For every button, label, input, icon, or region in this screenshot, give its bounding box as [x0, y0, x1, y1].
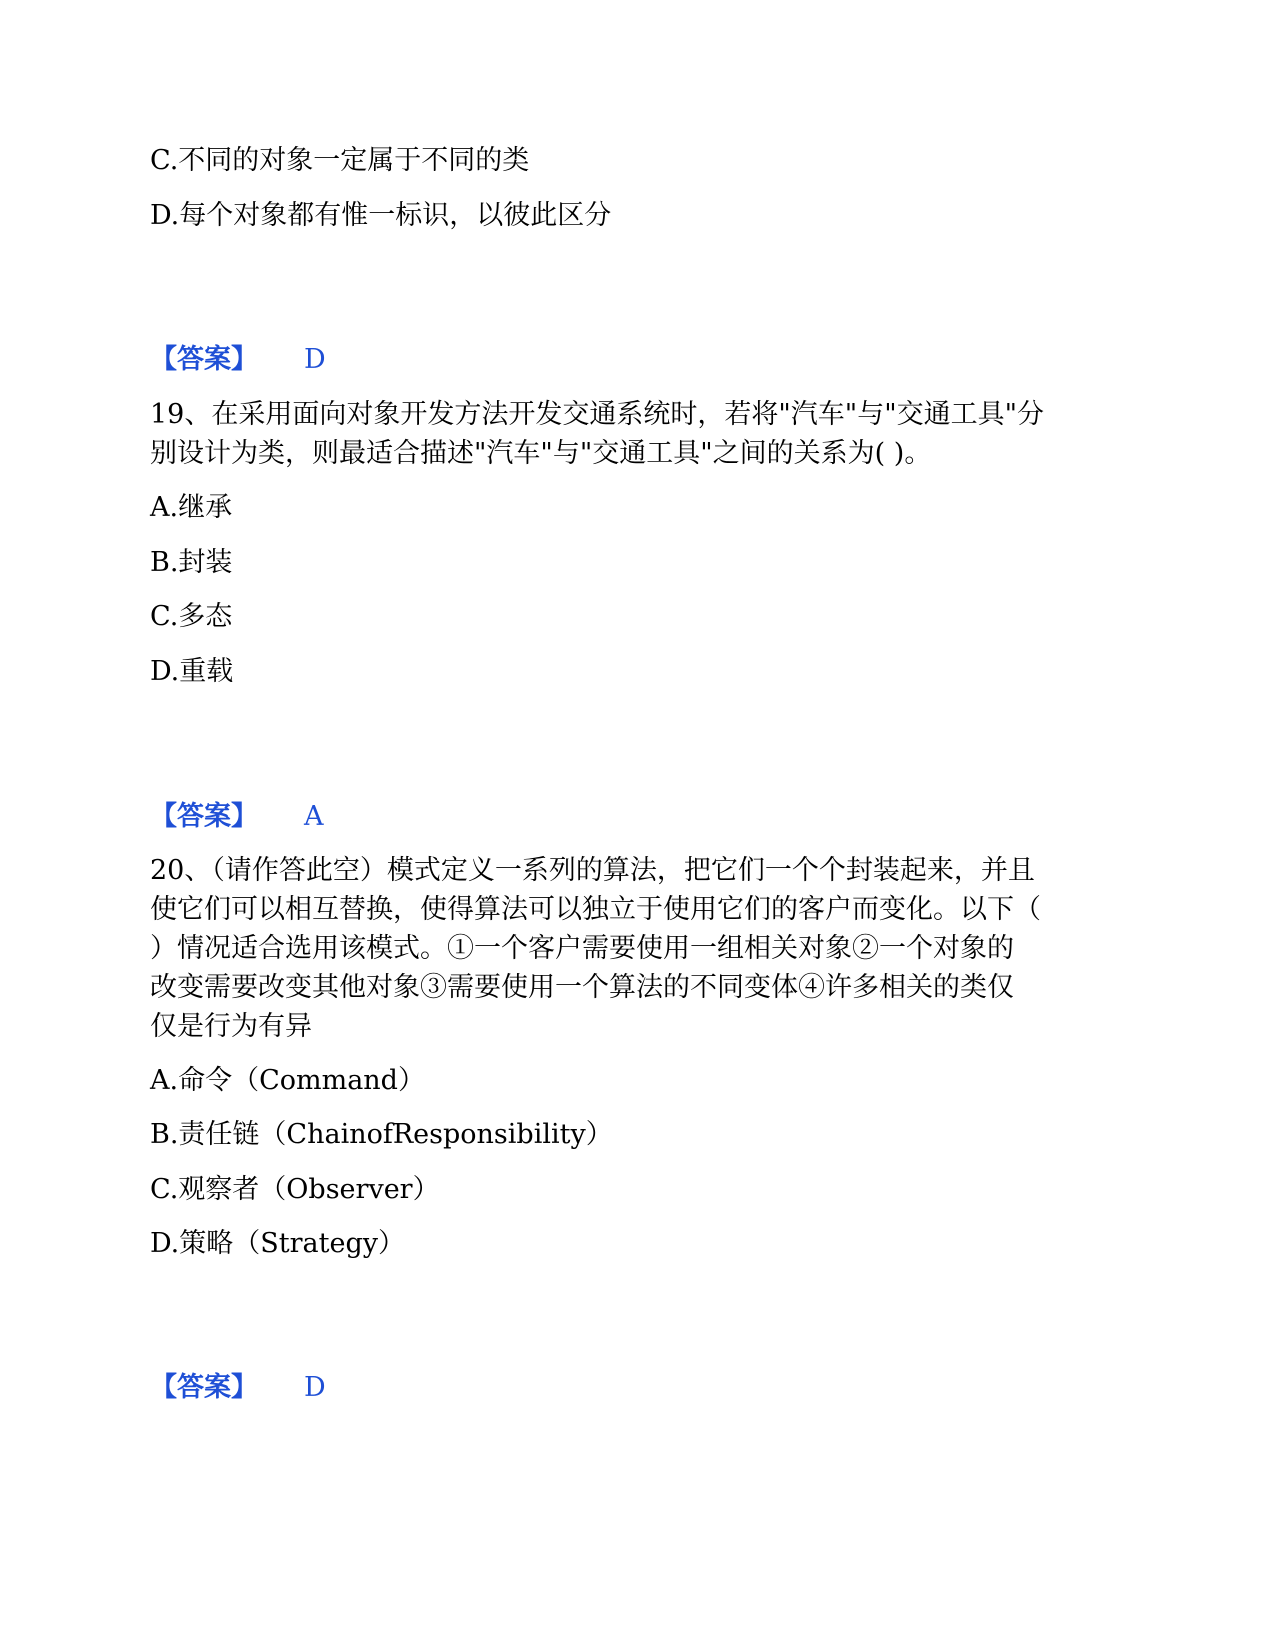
- q20-stem-line-3: ）情况适合选用该模式。①一个客户需要使用一组相关对象②一个对象的: [150, 933, 1014, 964]
- q19-stem-line-2: 别设计为类，则最适合描述"汽车"与"交通工具"之间的关系为( )。: [150, 438, 932, 469]
- q20-option-d: D.策略（Strategy）: [150, 1228, 405, 1259]
- answer-value: A: [304, 801, 324, 832]
- q20-stem-line-2: 使它们可以相互替换，使得算法可以独立于使用它们的客户而变化。以下（: [150, 894, 1041, 925]
- q20-stem-line-5: 仅是行为有异: [150, 1011, 312, 1042]
- answer-label: 【答案】: [150, 1372, 258, 1403]
- q18-option-c: C.不同的对象一定属于不同的类: [150, 145, 530, 176]
- q19-option-b: B.封装: [150, 547, 233, 578]
- q19-option-c: C.多态: [150, 601, 233, 632]
- q20-option-c: C.观察者（Observer）: [150, 1174, 440, 1205]
- q20-option-a: A.命令（Command）: [150, 1065, 425, 1096]
- q19-option-a: A.继承: [150, 492, 233, 523]
- answer-label: 【答案】: [150, 801, 258, 832]
- q19-option-d: D.重载: [150, 656, 234, 687]
- answer-label: 【答案】: [150, 344, 258, 375]
- q20-answer: [150, 1368, 326, 1408]
- answer-value: D: [304, 344, 326, 375]
- q19-answer: [150, 797, 324, 837]
- q20-stem-line-1: 20、（请作答此空）模式定义一系列的算法，把它们一个个封装起来，并且: [150, 855, 1035, 886]
- q18-answer: [150, 340, 326, 380]
- q20-option-b: B.责任链（ChainofResponsibility）: [150, 1119, 613, 1150]
- q19-stem-line-1: 19、在采用面向对象开发方法开发交通系统时，若将"汽车"与"交通工具"分: [150, 399, 1045, 430]
- q18-option-d: D.每个对象都有惟一标识，以彼此区分: [150, 200, 612, 231]
- answer-value: D: [304, 1372, 326, 1403]
- q20-stem-line-4: 改变需要改变其他对象③需要使用一个算法的不同变体④许多相关的类仅: [150, 972, 1014, 1003]
